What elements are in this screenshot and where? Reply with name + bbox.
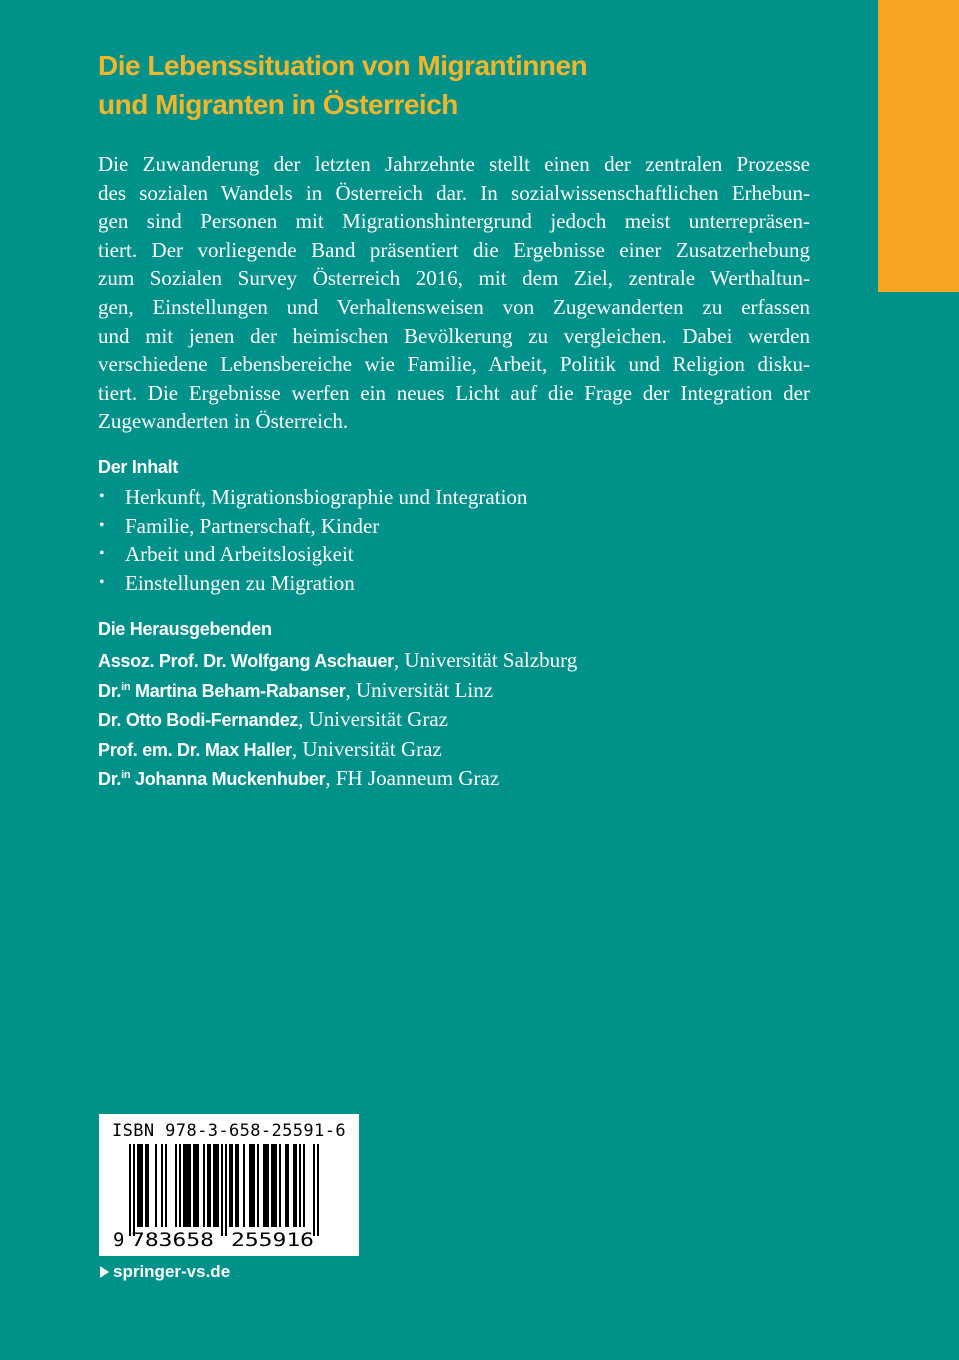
list-item [98,512,527,541]
publisher-link-text: springer-vs.de [113,1262,231,1281]
editors-list [98,646,577,794]
list-item-text: Familie, Partnerschaft, Kinder [125,513,380,538]
barcode-bar [165,1144,167,1227]
blurb-line: gen sind Personen mit Migrationshintergrund jedoch meist unterrepräsen- [98,209,810,234]
blurb-line: tiert. Der vorliegende Band präsentiert die Ergebnisse einer Zusatzerhebung [98,237,810,262]
barcode-bar [275,1144,277,1227]
barcode-bar [267,1144,269,1227]
editor-entry [98,764,577,794]
barcode-bar [313,1144,315,1236]
barcode-bar [287,1144,289,1227]
bullet-icon: • [99,516,105,534]
editor-name-part: Dr. [98,680,122,701]
barcode-bar [155,1144,157,1227]
editor-title-superscript: in [121,680,131,693]
editor-affiliation: , Universität Salzburg [393,648,578,672]
barcode-bar [193,1144,195,1227]
isbn-label: ISBN 978-3-658-25591-6 [112,1121,346,1141]
barcode-bar [295,1144,297,1227]
barcode-bar [207,1144,209,1227]
barcode-bar [209,1144,211,1227]
editor-entry [98,705,577,735]
barcode-bar [243,1144,245,1227]
barcode-bar [257,1144,259,1227]
barcode-bar [147,1144,149,1227]
book-title-line-1: Die Lebenssituation von Migrantinnen [98,50,588,81]
isbn-barcode-box [99,1114,359,1256]
barcode-bar [285,1144,287,1227]
orange-accent-bar [878,0,959,292]
barcode-bar [317,1144,319,1236]
barcode-bar [231,1144,233,1227]
barcode-bar [299,1144,301,1227]
ean-digit-group-left: 783658 [131,1229,214,1251]
barcode-bar [221,1144,223,1236]
editor-name [98,710,298,730]
ean-digit-group-first: 9 [113,1229,125,1251]
editor-name-part: Prof. em. Dr. Max Haller [98,739,292,760]
list-item-text: Einstellungen zu Migration [125,570,355,595]
barcode-bar [229,1144,231,1227]
barcode-bar [249,1144,251,1227]
editor-affiliation: , Universität Linz [345,677,494,702]
blurb-line: zum Sozialen Survey Österreich 2016, mit dem Ziel, zentrale Werthaltun- [98,266,810,291]
barcode-bar [263,1144,265,1227]
book-title [98,46,798,124]
editor-name-part: Assoz. Prof. Dr. Wolfgang Aschauer [98,651,394,671]
blurb-line: verschiedene Lebensbereiche wie Familie, Arbeit, Politik und Religion disku- [98,352,810,377]
barcode-bars [129,1144,319,1236]
list-item [98,540,527,569]
blurb-line: Zugewanderten in Österreich. [98,409,349,434]
bullet-icon: • [99,488,105,505]
list-item-text: Herkunft, Migrationsbiographie und Integration [125,485,528,509]
barcode-bar [137,1144,139,1227]
barcode-bar [293,1144,295,1227]
editor-affiliation: , Universität Graz [291,736,442,761]
ean-digit-group-right: 255916 [231,1229,314,1251]
bullet-icon: • [99,573,105,591]
barcode-bar [203,1144,205,1227]
barcode-bar [189,1144,191,1227]
barcode-bar [213,1144,215,1227]
barcode-bar [253,1144,255,1227]
editor-name [98,740,292,760]
editor-affiliation: , FH Joanneum Graz [325,766,500,791]
barcode-bar [215,1144,217,1227]
contents-heading: Der Inhalt [98,457,179,477]
barcode-bar [183,1144,185,1227]
list-item [98,569,527,598]
barcode-bar [197,1144,199,1227]
barcode-bar [225,1144,227,1236]
blurb-line: gen, Einstellungen und Verhaltensweisen von Zugewanderten zu erfassen [98,294,810,319]
barcode-bar [279,1144,281,1227]
editor-entry [98,735,577,765]
publisher-link[interactable] [100,1262,230,1282]
editor-name-part: Dr. [98,769,122,790]
book-title-line-2: und Migranten in Österreich [98,89,458,120]
editor-name [98,681,345,701]
editors-heading: Die Herausgebenden [98,619,272,639]
bullet-icon: • [99,545,105,563]
barcode-bar [217,1144,219,1227]
barcode-bar [161,1144,163,1227]
editor-name [98,651,394,671]
barcode-bar [179,1144,181,1227]
list-item [98,483,527,512]
editor-title-superscript: in [121,769,131,782]
arrow-right-icon [100,1266,109,1278]
barcode-bar [187,1144,189,1227]
blurb-line: Die Zuwanderung der letzten Jahrzehnte stellt einen der zentralen Prozesse [98,152,810,176]
barcode-bar [141,1144,143,1227]
editor-affiliation: , Universität Graz [298,707,448,732]
barcode-bar [145,1144,147,1227]
barcode-bar [129,1144,131,1236]
editor-name-part: Martina Beham-Rabanser [130,680,346,701]
barcode-bar [235,1144,237,1227]
editor-name-part: Johanna Muckenhuber [130,769,326,790]
list-item-text: Arbeit und Arbeitslosigkeit [125,542,354,567]
barcode-bar [133,1144,135,1236]
editor-entry [98,646,577,676]
barcode-bar [265,1144,267,1227]
barcode-bar [303,1144,305,1227]
editor-name-part: Dr. Otto Bodi-Fernandez [98,710,299,731]
barcode-bar [175,1144,177,1227]
blurb-line: tiert. Die Ergebnisse werfen ein neues Licht auf die Frage der Integration der [98,380,810,405]
barcode-bar [271,1144,273,1227]
barcode-bar [273,1144,275,1227]
blurb-line: des sozialen Wandels in Österreich dar. In sozialwissenschaftlichen Erhebun- [98,180,810,205]
book-blurb [98,150,810,436]
barcode-bar [251,1144,253,1227]
barcode-bar [195,1144,197,1227]
editor-name [98,769,325,789]
barcode-bar [185,1144,187,1227]
editor-entry [98,676,577,706]
ean-barcode [99,1114,359,1256]
contents-list [98,483,527,597]
barcode-bar [237,1144,239,1227]
barcode-bar [139,1144,141,1227]
blurb-line: und mit jenen der heimischen Bevölkerung zu vergleichen. Dabei werden [98,323,810,348]
